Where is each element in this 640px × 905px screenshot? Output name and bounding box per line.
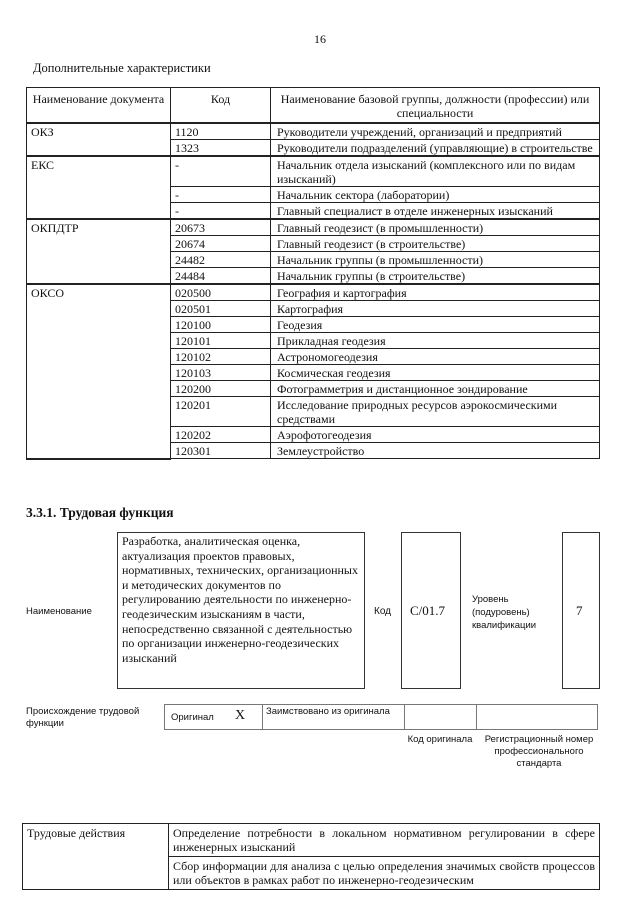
name-cell: Руководители учреждений, организаций и предприятий [271, 123, 600, 140]
table-row [27, 123, 600, 140]
code-cell: 20674 [171, 236, 271, 252]
reg-number-label: Регистрационный номер профессионального стандарта [484, 734, 594, 769]
name-cell: Аэрофотогеодезия [271, 427, 600, 443]
name-cell: Главный геодезист (в промышленности) [271, 219, 600, 236]
name-cell: Картография [271, 301, 600, 317]
origin-divider-3 [476, 704, 477, 730]
characteristics-table [26, 87, 600, 460]
document-cell: ОКСО [27, 284, 171, 459]
name-cell: Исследование природных ресурсов аэрокосмическими средствами [271, 397, 600, 427]
labor-action-item: Определение потребности в локальном нормативном регулировании в сфере инженерных изысканий [169, 824, 600, 857]
name-cell: Землеустройство [271, 443, 600, 459]
name-cell: Начальник группы (в строительстве) [271, 268, 600, 285]
code-cell: 020500 [171, 284, 271, 301]
origin-label: Происхождение трудовой функции [26, 706, 140, 729]
code-cell: - [171, 187, 271, 203]
name-label: Наименование [26, 606, 92, 617]
header-document: Наименование документа [27, 88, 171, 124]
code-cell: 120102 [171, 349, 271, 365]
code-cell: 24482 [171, 252, 271, 268]
code-cell: 24484 [171, 268, 271, 285]
level-value: 7 [562, 532, 600, 689]
code-cell: 120200 [171, 381, 271, 397]
name-cell: Геодезия [271, 317, 600, 333]
code-original-label: Код оригинала [407, 734, 473, 745]
code-cell: 1120 [171, 123, 271, 140]
code-cell: - [171, 156, 271, 187]
function-name-value: Разработка, аналитическая оценка, актуализация проектов правовых, нормативных, технических, организационных и методических документов по регулированию деятельности по инженерно-геодезическим изысканиям в части, непосредственно связанной с деятельностью по организации инженерно-геодезических изысканий [117, 532, 365, 689]
code-cell: 120301 [171, 443, 271, 459]
document-cell: ЕКС [27, 156, 171, 219]
original-label: Оригинал [171, 712, 214, 723]
header-code: Код [171, 88, 271, 124]
code-cell: - [171, 203, 271, 220]
code-cell: 1323 [171, 140, 271, 157]
table-row [27, 156, 600, 187]
code-cell: 120101 [171, 333, 271, 349]
code-cell: 120202 [171, 427, 271, 443]
name-cell: Главный специалист в отделе инженерных изысканий [271, 203, 600, 220]
code-label: Код [374, 606, 392, 617]
code-cell: 20673 [171, 219, 271, 236]
borrowed-label: Заимствовано из оригинала [266, 706, 390, 717]
section-title: Дополнительные характеристики [33, 61, 211, 75]
name-cell: Астрономогеодезия [271, 349, 600, 365]
labor-action-item: Сбор информации для анализа с целью определения значимых свойств процессов или объектов в рамках работ по инженерно-геодезическим [169, 857, 600, 890]
code-cell: 120103 [171, 365, 271, 381]
name-cell: Космическая геодезия [271, 365, 600, 381]
name-cell: Прикладная геодезия [271, 333, 600, 349]
document-cell: ОКЗ [27, 123, 171, 156]
origin-divider-2 [404, 704, 405, 730]
function-code-value: C/01.7 [401, 532, 461, 689]
name-cell: Начальник группы (в промышленности) [271, 252, 600, 268]
code-cell: 120201 [171, 397, 271, 427]
page-number: 16 [314, 32, 326, 46]
name-cell: География и картография [271, 284, 600, 301]
labor-actions-table [22, 823, 600, 890]
code-cell: 020501 [171, 301, 271, 317]
labor-actions-label: Трудовые действия [23, 824, 169, 890]
code-cell: 120100 [171, 317, 271, 333]
name-cell: Начальник сектора (лаборатории) [271, 187, 600, 203]
table-row [27, 219, 600, 236]
level-label: Уровень (подуровень) квалификации [472, 594, 537, 631]
name-cell: Фотограмметрия и дистанционное зондирование [271, 381, 600, 397]
original-mark: X [235, 708, 246, 723]
origin-divider-1 [262, 704, 263, 730]
header-name: Наименование базовой группы, должности (профессии) или специальности [271, 88, 600, 124]
document-cell: ОКПДТР [27, 219, 171, 284]
function-heading: 3.3.1. Трудовая функция [26, 505, 174, 520]
name-cell: Руководители подразделений (управляющие) в строительстве [271, 140, 600, 157]
name-cell: Начальник отдела изысканий (комплексного или по видам изысканий) [271, 156, 600, 187]
table-row [27, 284, 600, 301]
name-cell: Главный геодезист (в строительстве) [271, 236, 600, 252]
